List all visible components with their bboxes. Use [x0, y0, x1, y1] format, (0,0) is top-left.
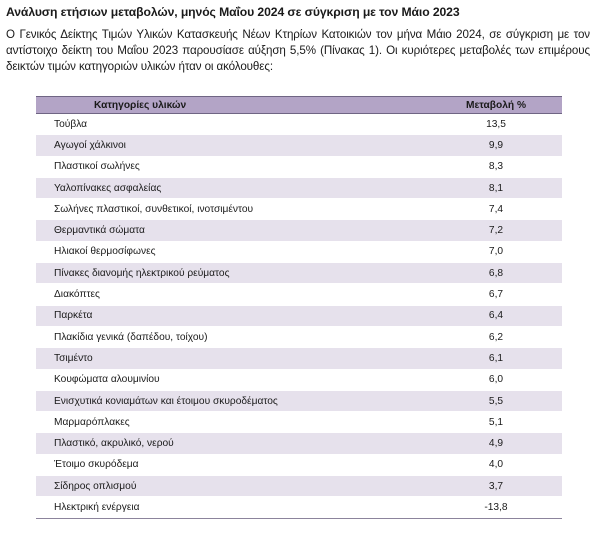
- row-category: Πλαστικοί σωλήνες: [36, 156, 406, 177]
- row-change-value: 7,0: [406, 241, 562, 262]
- row-category: Ηλιακοί θερμοσίφωνες: [36, 241, 406, 262]
- row-category: Σίδηρος οπλισμού: [36, 476, 406, 497]
- row-change-value: -13,8: [406, 497, 562, 518]
- row-change-value: 8,1: [406, 177, 562, 198]
- row-category: Μαρμαρόπλακες: [36, 412, 406, 433]
- row-category: Τούβλα: [36, 114, 406, 135]
- column-header-change: Μεταβολή %: [406, 97, 562, 114]
- row-category: Έτοιμο σκυρόδεμα: [36, 454, 406, 475]
- row-category: Πίνακες διανομής ηλεκτρικού ρεύματος: [36, 263, 406, 284]
- row-category: Πλακίδια γενικά (δαπέδου, τοίχου): [36, 326, 406, 347]
- row-category: Διακόπτες: [36, 284, 406, 305]
- table-row: [36, 135, 562, 156]
- row-change-value: 6,1: [406, 348, 562, 369]
- intro-paragraph: [6, 27, 590, 75]
- row-change-value: 6,8: [406, 263, 562, 284]
- row-change-value: 6,2: [406, 326, 562, 347]
- price-change-table: [36, 96, 562, 519]
- table-row: [36, 263, 562, 284]
- paragraph-line: Ο Γενικός Δείκτης Τιμών Υλικών Κατασκευής Νέων Κτηρίων Κατοικιών τον μήνα Μάιο 2024, σε σύγκριση με τον: [6, 28, 590, 41]
- table-body: [36, 114, 562, 519]
- row-change-value: 13,5: [406, 114, 562, 135]
- row-category: Ενισχυτικά κονιαμάτων και έτοιμου σκυροδέματος: [36, 390, 406, 411]
- table-row: [36, 305, 562, 326]
- row-change-value: 7,2: [406, 220, 562, 241]
- row-change-value: 7,4: [406, 199, 562, 220]
- row-category: Πλαστικό, ακρυλικό, νερού: [36, 433, 406, 454]
- table-row: [36, 476, 562, 497]
- row-category: Θερμαντικά σώματα: [36, 220, 406, 241]
- row-change-value: 6,7: [406, 284, 562, 305]
- paragraph-line: δεικτών τιμών κατηγοριών υλικών ήταν οι ακόλουθες:: [6, 60, 273, 73]
- table-row: [36, 284, 562, 305]
- table-row: [36, 241, 562, 262]
- table-row: [36, 412, 562, 433]
- table-row: [36, 199, 562, 220]
- table-row: [36, 177, 562, 198]
- table-row: [36, 454, 562, 475]
- row-change-value: 8,3: [406, 156, 562, 177]
- row-change-value: 3,7: [406, 476, 562, 497]
- row-change-value: 6,0: [406, 369, 562, 390]
- section-heading: Ανάλυση ετήσιων μεταβολών, μηνός Μαΐου 2024 σε σύγκριση με τον Μάιο 2023: [6, 5, 460, 19]
- row-change-value: 5,1: [406, 412, 562, 433]
- row-category: Τσιμέντο: [36, 348, 406, 369]
- row-change-value: 5,5: [406, 390, 562, 411]
- row-category: Ηλεκτρική ενέργεια: [36, 497, 406, 518]
- table-row: [36, 114, 562, 135]
- column-header-category: Κατηγορίες υλικών: [36, 97, 406, 114]
- row-change-value: 6,4: [406, 305, 562, 326]
- paragraph-line: αντίστοιχο δείκτη του Μαΐου 2023 παρουσίασε αύξηση 5,5% (Πίνακας 1). Οι κυριότερες μεταβολές των επιμέρους: [6, 44, 590, 57]
- table-row: [36, 156, 562, 177]
- table-row: [36, 326, 562, 347]
- row-category: Υαλοπίνακες ασφαλείας: [36, 177, 406, 198]
- row-change-value: 4,0: [406, 454, 562, 475]
- table-row: [36, 369, 562, 390]
- row-change-value: 9,9: [406, 135, 562, 156]
- row-category: Παρκέτα: [36, 305, 406, 326]
- table-row: [36, 220, 562, 241]
- table-row: [36, 497, 562, 518]
- row-category: Αγωγοί χάλκινοι: [36, 135, 406, 156]
- row-category: Κουφώματα αλουμινίου: [36, 369, 406, 390]
- row-category: Σωλήνες πλαστικοί, συνθετικοί, ινοτσιμέντου: [36, 199, 406, 220]
- table-header: [36, 97, 562, 114]
- table-row: [36, 390, 562, 411]
- row-change-value: 4,9: [406, 433, 562, 454]
- table-row: [36, 348, 562, 369]
- table-row: [36, 433, 562, 454]
